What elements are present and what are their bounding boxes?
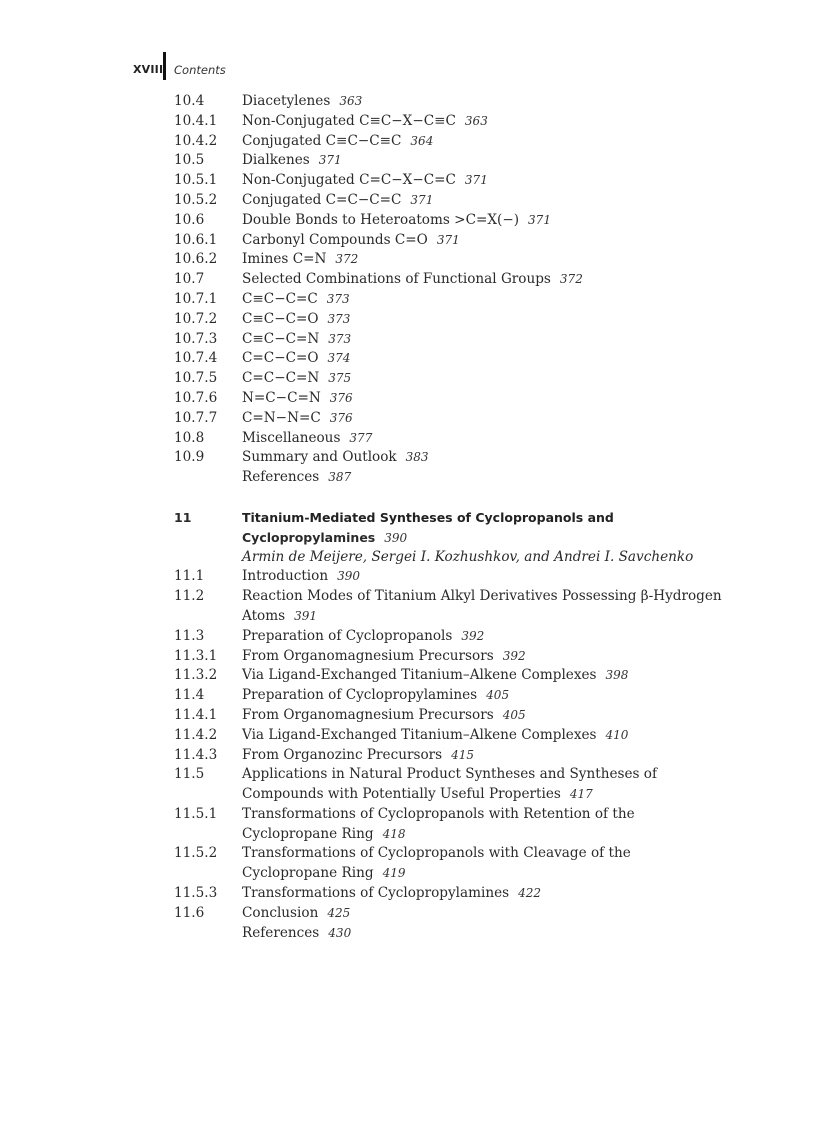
page-number: 375	[328, 371, 352, 386]
page-number: 422	[518, 886, 542, 901]
page-number: 373	[327, 311, 351, 326]
toc-entry[interactable]	[174, 270, 734, 290]
chapter-entry-continued[interactable]	[174, 528, 734, 548]
section-number: 11.2	[174, 588, 205, 605]
section-title: Selected Combinations of Functional Groups 372	[242, 271, 583, 288]
section-number: 11.6	[174, 904, 205, 921]
toc-entry[interactable]	[174, 904, 734, 924]
section-number: 10.6.2	[174, 251, 218, 268]
section-title: C=C−C=N 375	[242, 370, 352, 387]
page-number: 373	[326, 291, 350, 306]
chapter-entry[interactable]	[174, 508, 734, 528]
toc-entry[interactable]	[174, 448, 734, 468]
page-number: 415	[451, 747, 475, 762]
section-title: References 430	[242, 924, 352, 941]
section-number: 10.8	[174, 429, 205, 446]
page-number: 371	[528, 212, 551, 227]
section-title: Non-Conjugated C=C−X−C=C 371	[242, 172, 488, 189]
section-number: 10.7.3	[174, 330, 218, 347]
toc-entry[interactable]	[174, 389, 734, 409]
toc-entry-continued[interactable]	[174, 785, 734, 805]
toc-entry[interactable]	[174, 647, 734, 667]
page-number: 371	[318, 153, 342, 168]
section-title: Non-Conjugated C≡C−X−C≡C 363	[242, 112, 488, 129]
toc-entry[interactable]	[174, 805, 734, 825]
page-number: 425	[327, 905, 351, 920]
section-title: Conclusion 425	[242, 904, 351, 921]
section-title-continued: Cyclopropane Ring 418	[242, 825, 406, 842]
section-title: Transformations of Cyclopropanols with Retention of the	[242, 805, 635, 822]
page-number: 405	[486, 688, 510, 703]
page-number: 390	[384, 530, 408, 545]
chapter-number: 11	[174, 509, 192, 525]
toc-entry[interactable]	[174, 627, 734, 647]
section-number: 11.4.1	[174, 706, 218, 723]
section-title: Miscellaneous 377	[242, 429, 373, 446]
toc-entry[interactable]	[174, 844, 734, 864]
section-title: References 387	[242, 469, 352, 486]
section-number: 11.5.3	[174, 885, 218, 902]
section-title-continued: Compounds with Potentially Useful Properties 417	[242, 786, 593, 803]
toc-entry[interactable]	[174, 92, 734, 112]
section-number: 11.3	[174, 627, 205, 644]
section-number: 10.4	[174, 93, 205, 109]
section-title: N=C−C=N 376	[242, 389, 353, 406]
table-of-contents	[174, 92, 734, 943]
section-number: 11.4.3	[174, 746, 218, 763]
page-number: 372	[335, 252, 359, 267]
authors: Armin de Meijere, Sergei I. Kozhushkov, and Andrei I. Savchenko	[242, 548, 694, 565]
section-title: Transformations of Cyclopropylamines 422	[242, 885, 542, 902]
section-title: Diacetylenes 363	[242, 93, 363, 109]
section-title: Preparation of Cyclopropylamines 405	[242, 687, 510, 704]
toc-entry[interactable]	[174, 884, 734, 904]
section-title: C=N−N=C 376	[242, 409, 353, 426]
chapter-title-line2: Cyclopropylamines	[242, 529, 376, 545]
page-number: 417	[569, 787, 593, 802]
section-title: Applications in Natural Product Syntheses and Syntheses of	[242, 766, 658, 783]
toc-entry[interactable]	[174, 468, 734, 488]
page-folio: XVIII	[133, 63, 164, 76]
section-title: C≡C−C=N 373	[242, 330, 352, 347]
toc-entry[interactable]	[174, 132, 734, 152]
page-number: 376	[329, 390, 353, 405]
toc-entry-continued[interactable]	[174, 864, 734, 884]
toc-entry[interactable]	[174, 250, 734, 270]
page-number: 391	[294, 608, 317, 623]
section-number: 10.6.1	[174, 231, 218, 248]
toc-entry[interactable]	[174, 706, 734, 726]
section-number: 10.7.5	[174, 370, 218, 387]
page-number: 405	[502, 707, 526, 722]
section-number: 10.7.7	[174, 409, 218, 426]
section-title-continued: Cyclopropane Ring 419	[242, 865, 406, 882]
page-number: 376	[329, 410, 353, 425]
section-number: 10.7.6	[174, 389, 218, 406]
page-number: 418	[382, 826, 406, 841]
section-title: C≡C−C=O 373	[242, 310, 351, 327]
page-number: 410	[605, 727, 629, 742]
toc-entry[interactable]	[174, 349, 734, 369]
page-number: 390	[337, 569, 360, 584]
section-number: 10.7.1	[174, 290, 218, 307]
section-number: 11.4.2	[174, 726, 218, 743]
section-number: 10.6	[174, 211, 205, 228]
page-number: 371	[410, 192, 434, 207]
toc-entry[interactable]	[174, 726, 734, 746]
section-number: 10.5.2	[174, 191, 218, 208]
section-title: Summary and Outlook 383	[242, 449, 429, 466]
section-number: 10.4.1	[174, 112, 218, 129]
page-number: 387	[328, 470, 352, 485]
section-number: 10.9	[174, 449, 205, 466]
chapter-authors	[174, 548, 734, 568]
section-title: Introduction 390	[242, 568, 360, 585]
toc-entry[interactable]	[174, 112, 734, 132]
toc-entry-continued[interactable]	[174, 607, 734, 627]
section-number: 10.7.2	[174, 310, 218, 327]
toc-entry[interactable]	[174, 587, 734, 607]
page-number: 398	[605, 668, 629, 683]
toc-entry[interactable]	[174, 191, 734, 211]
section-number: 11.5.2	[174, 845, 218, 862]
toc-entry[interactable]	[174, 567, 734, 587]
section-number: 11.3.1	[174, 647, 218, 664]
page-number: 392	[502, 648, 526, 663]
section-title: Conjugated C=C−C=C 371	[242, 191, 434, 208]
section-title: C=C−C=O 374	[242, 350, 351, 367]
page-number: 430	[328, 925, 352, 940]
section-title: From Organomagnesium Precursors 405	[242, 706, 526, 723]
section-number: 10.5.1	[174, 172, 218, 189]
page-number: 374	[327, 351, 351, 366]
section-title: Imines C=N 372	[242, 251, 359, 268]
toc-entry[interactable]	[174, 211, 734, 231]
section-title: Carbonyl Compounds C=O 371	[242, 231, 460, 248]
section-number: 10.5	[174, 152, 205, 169]
toc-entry[interactable]	[174, 171, 734, 191]
page-number: 371	[464, 173, 488, 188]
section-title: Preparation of Cyclopropanols 392	[242, 627, 485, 644]
toc-entry[interactable]	[174, 409, 734, 429]
toc-entry[interactable]	[174, 369, 734, 389]
spacer	[174, 488, 734, 508]
page-number: 377	[349, 430, 373, 445]
page-number: 373	[328, 331, 352, 346]
section-title: Transformations of Cyclopropanols with Cleavage of the	[242, 845, 631, 862]
toc-entry[interactable]	[174, 330, 734, 350]
toc-entry[interactable]	[174, 231, 734, 251]
section-title: Via Ligand-Exchanged Titanium–Alkene Complexes 410	[242, 726, 629, 743]
toc-entry[interactable]	[174, 429, 734, 449]
chapter-title-continued	[242, 528, 407, 549]
section-number: 10.7.4	[174, 350, 218, 367]
toc-entry[interactable]	[174, 924, 734, 944]
section-title: From Organozinc Precursors 415	[242, 746, 475, 763]
section-title: Dialkenes 371	[242, 152, 342, 169]
section-title: Via Ligand-Exchanged Titanium–Alkene Complexes 398	[242, 667, 629, 684]
section-number: 11.5.1	[174, 805, 218, 822]
section-title: C≡C−C=C 373	[242, 290, 350, 307]
page-number: 363	[464, 113, 488, 128]
section-title: From Organomagnesium Precursors 392	[242, 647, 526, 664]
toc-entry-continued[interactable]	[174, 825, 734, 845]
page-number: 383	[405, 450, 429, 465]
toc-entry[interactable]	[174, 686, 734, 706]
page-number: 363	[339, 94, 363, 108]
section-number: 10.7	[174, 271, 205, 288]
toc-entry[interactable]	[174, 666, 734, 686]
page-number: 419	[382, 866, 406, 881]
section-title-continued: Atoms 391	[242, 607, 317, 624]
header-divider	[163, 52, 166, 80]
toc-entry[interactable]	[174, 290, 734, 310]
chapter-title: Titanium-Mediated Syntheses of Cyclopropanols and	[242, 509, 614, 525]
toc-entry[interactable]	[174, 310, 734, 330]
toc-entry[interactable]	[174, 765, 734, 785]
section-title: Double Bonds to Heteroatoms >C=X(−) 371	[242, 211, 551, 228]
section-number: 10.4.2	[174, 132, 218, 149]
page-number: 392	[461, 628, 485, 643]
section-number: 11.1	[174, 568, 205, 585]
section-title: Reaction Modes of Titanium Alkyl Derivatives Possessing β-Hydrogen	[242, 588, 722, 605]
section-number: 11.4	[174, 687, 205, 704]
page-number: 364	[410, 133, 434, 148]
running-head: Contents	[174, 63, 226, 77]
toc-entry[interactable]	[174, 746, 734, 766]
section-number: 11.5	[174, 766, 205, 783]
page-number: 371	[436, 232, 460, 247]
page-number: 372	[559, 272, 583, 287]
section-title: Conjugated C≡C−C≡C 364	[242, 132, 434, 149]
section-number: 11.3.2	[174, 667, 218, 684]
toc-entry[interactable]	[174, 151, 734, 171]
